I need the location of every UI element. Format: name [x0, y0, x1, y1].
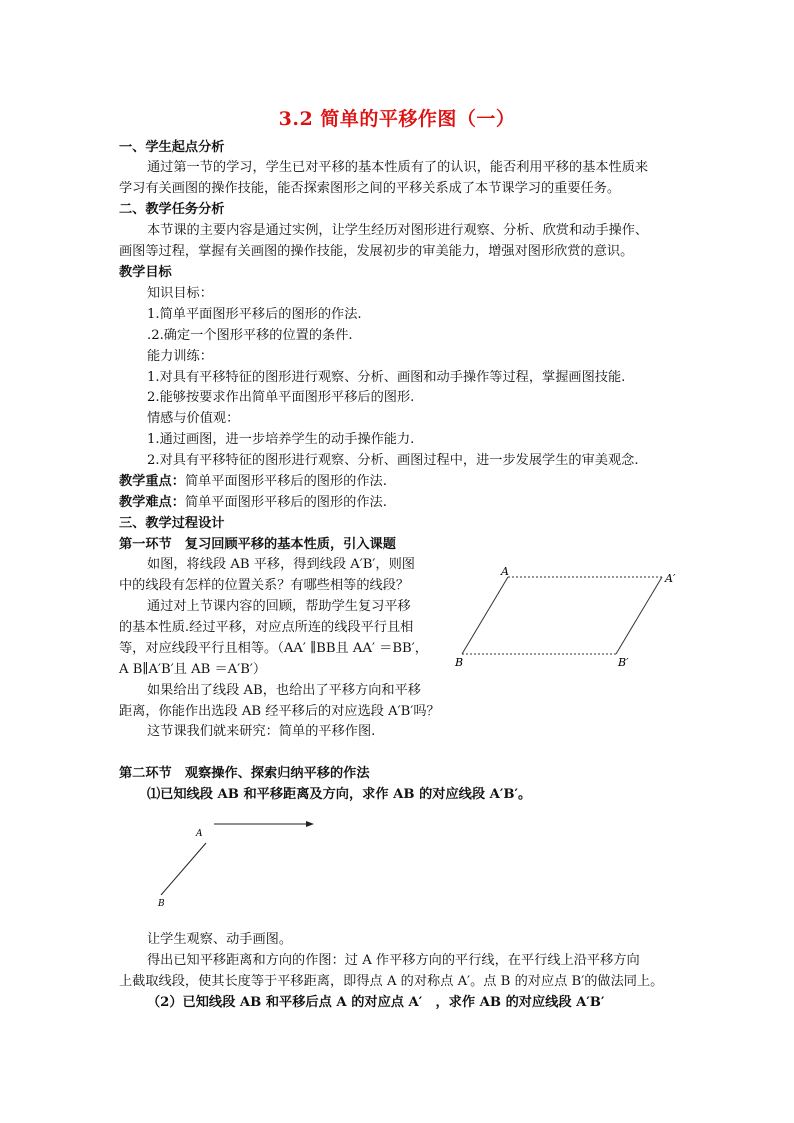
- paragraph-line: 让学生观察、动手画图。: [147, 932, 293, 947]
- paragraph-line: 的基本性质.经过平移，对应点所连的线段平行且相: [119, 620, 414, 635]
- arrow-head-icon: [306, 821, 314, 827]
- paragraph-line: 中的线段有怎样的位置关系？有哪些相等的线段？: [119, 578, 410, 593]
- paragraph-line: 距离，你能作出选段 AB 经平移后的对应选段 A′B′吗？: [119, 704, 440, 719]
- paragraph-line: 这节课我们就来研究：简单的平移作图.: [147, 724, 376, 739]
- list-item: 1.对具有平移特征的图形进行观察、分析、画图和动手操作等过程，掌握画图技能.: [147, 370, 626, 385]
- paragraph-line: 画图等过程，掌握有关画图的操作技能，发展初步的审美能力，增强对图形欣赏的意识。: [119, 244, 634, 259]
- list-item: 1.通过画图，进一步培养学生的动手操作能力.: [147, 432, 415, 447]
- step2-question-2: （2）已知线段 AB 和平移后点 A 的对应点 A′ ，求作 AB 的对应线段 A′B′: [147, 995, 605, 1010]
- label-a: A: [501, 565, 509, 578]
- label-b-prime: B′: [618, 656, 629, 669]
- key-point-text: 简单平面图形平移后的图形的作法.: [184, 474, 387, 489]
- list-item: .2.确定一个图形平移的位置的条件.: [147, 328, 353, 343]
- step2-heading: 第二环节 观察操作、探索归纳平移的作法: [119, 766, 370, 781]
- ability-label: 能力训练：: [147, 349, 213, 364]
- difficulty-label: 教学难点：: [119, 495, 185, 510]
- label-b: B: [455, 656, 464, 669]
- knowledge-label: 知识目标：: [147, 286, 213, 301]
- heading-task-analysis: 二、教学任务分析: [119, 202, 225, 217]
- paragraph-line: 上截取线段，使其长度等于平移距离，即得点 A 的对称点 A′。点 B 的对应点 B′的做法同上。: [119, 974, 664, 989]
- emotion-label: 情感与价值观：: [147, 411, 240, 426]
- page-title: 3.2 简单的平移作图（一）: [278, 108, 516, 130]
- heading-student-analysis: 一、学生起点分析: [119, 140, 225, 155]
- step2-question-1: ⑴已知线段 AB 和平移距离及方向，求作 AB 的对应线段 A′B′。: [147, 787, 532, 802]
- difficulty-text: 简单平面图形平移后的图形的作法.: [184, 495, 387, 510]
- heading-process-design: 三、教学过程设计: [119, 516, 225, 531]
- paragraph-line: 学习有关画图的操作技能，能否探索图形之间的平移关系成了本节课学习的重要任务。: [119, 181, 621, 196]
- paragraph-line: 通过第一节的学习，学生已对平移的基本性质有了的认识，能否利用平移的基本性质来: [147, 160, 649, 175]
- list-item: 2.对具有平移特征的图形进行观察、分析、画图过程中，进一步发展学生的审美观念.: [147, 453, 639, 468]
- list-item: 2.能够按要求作出简单平面图形平移后的图形.: [147, 390, 415, 405]
- key-point-label: 教学重点：: [119, 474, 185, 489]
- paragraph-line: 等，对应线段平行且相等。（AA′ ∥BB且 AA′ ＝BB′，: [119, 641, 428, 656]
- paragraph-line: 通过对上节课内容的回顾，帮助学生复习平移: [147, 599, 411, 614]
- segment-ab-2: [161, 843, 206, 895]
- label-a-prime: A′: [665, 572, 676, 585]
- paragraph-line: 得出已知平移距离和方向的作图：过 A 作平移方向的平行线，在平行线上沿平移方向: [147, 953, 640, 968]
- paragraph-line: 如图，将线段 AB 平移，得到线段 A′B′，则图: [147, 557, 415, 572]
- paragraph-line: A B∥A′B′且 AB ＝A′B′）: [119, 662, 267, 677]
- label-b-2: B: [158, 899, 165, 909]
- heading-teaching-goals: 教学目标: [119, 265, 172, 280]
- label-a-2: A: [196, 829, 203, 839]
- paragraph-line: 本节课的主要内容是通过实例，让学生经历对图形进行观察、分析、欣赏和动手操作、: [147, 223, 649, 238]
- paragraph-line: 如果给出了线段 AB，也给出了平移方向和平移: [147, 683, 421, 698]
- list-item: 1.简单平面图形平移后的图形的作法.: [147, 307, 362, 322]
- step1-heading: 第一环节 复习回顾平移的基本性质，引入课题: [119, 537, 396, 552]
